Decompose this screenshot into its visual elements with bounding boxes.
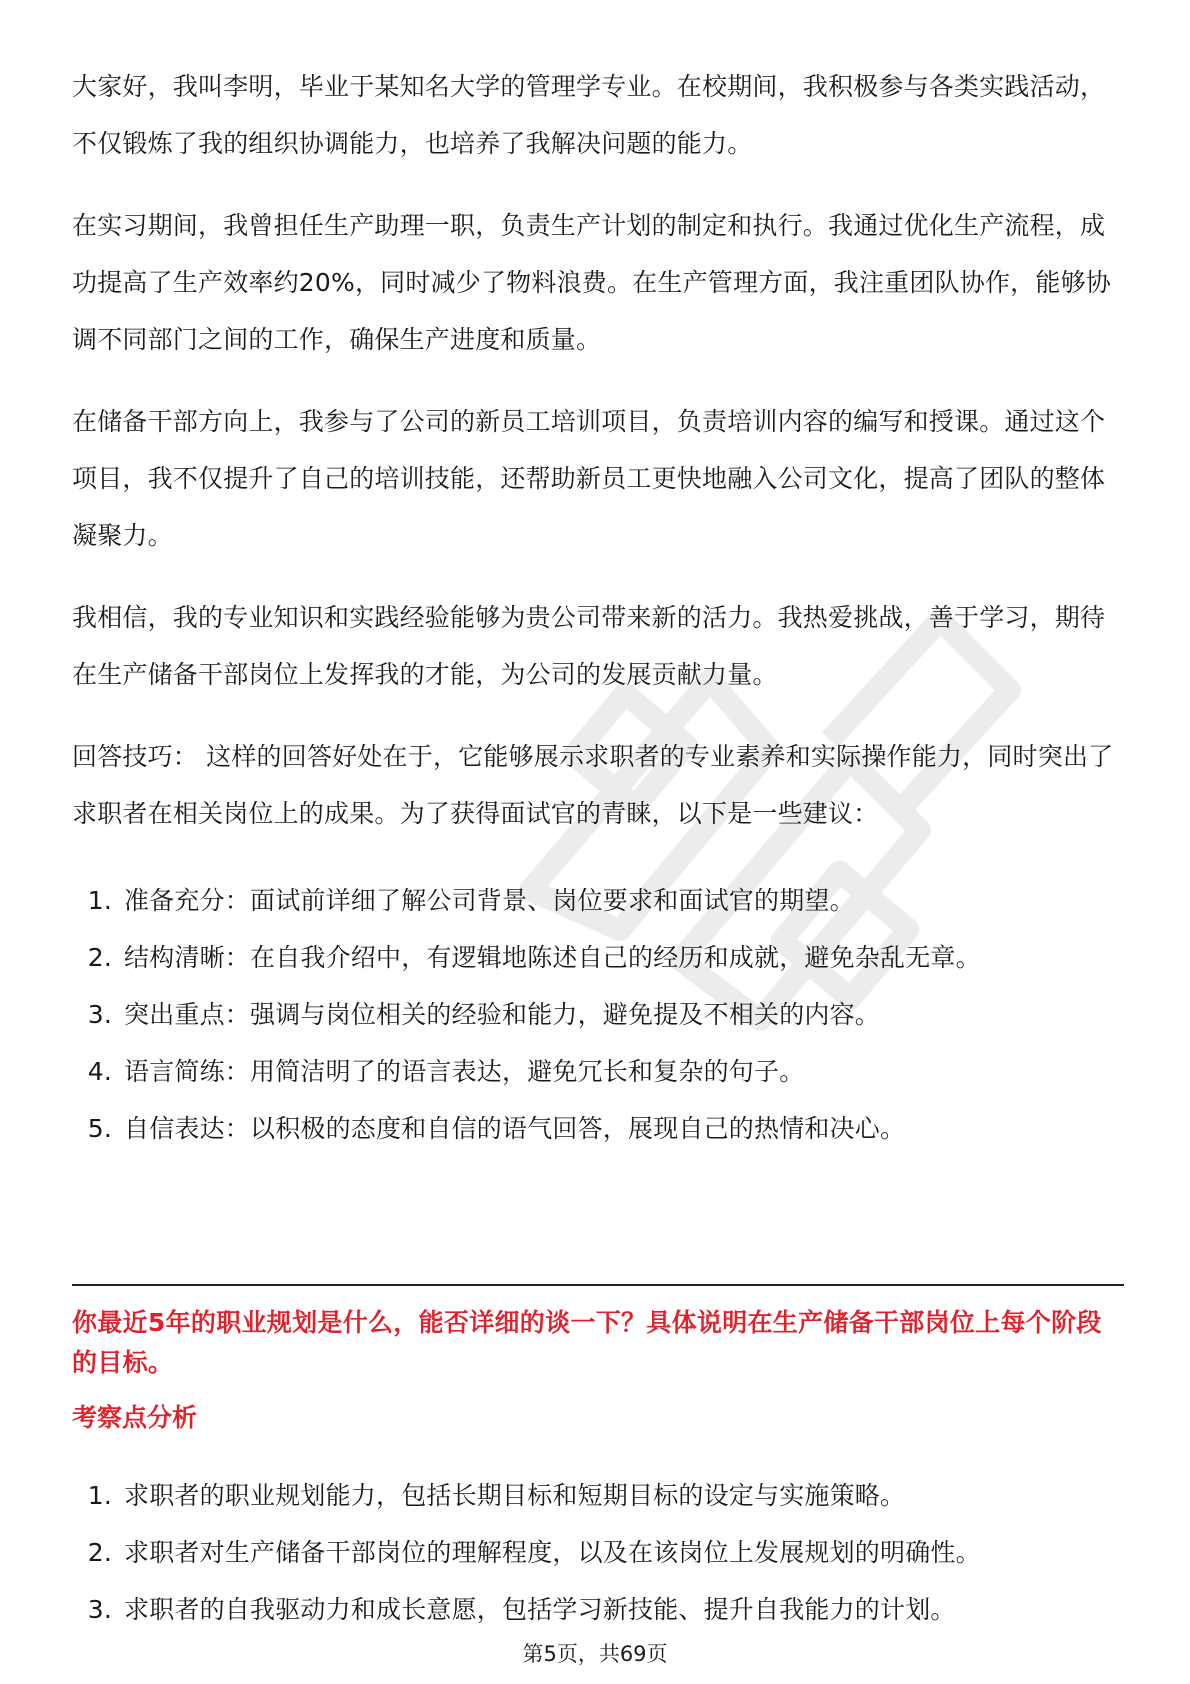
- analysis-list: [72, 1467, 1124, 1638]
- section-title: 考察点分析: [72, 1403, 198, 1432]
- list-text: 自信表达：以积极的态度和自信的语气回答，展现自己的热情和决心。: [124, 1114, 906, 1143]
- list-number: 5.: [87, 1114, 112, 1143]
- paragraph-closing: 我相信，我的专业知识和实践经验能够为贵公司带来新的活力。我热爱挑战，善于学习，期待在生产储备干部岗位上发挥我的才能，为公司的发展贡献力量。: [72, 603, 1106, 689]
- list-number: 1.: [87, 1481, 112, 1510]
- document-body: [72, 58, 1124, 1157]
- list-item: [72, 1581, 1124, 1638]
- list-item: [72, 986, 1124, 1043]
- list-number: 4.: [87, 1057, 112, 1086]
- paragraph-internship: 在实习期间，我曾担任生产助理一职，负责生产计划的制定和执行。我通过优化生产流程，成功提高了生产效率约20%，同时减少了物料浪费。在生产管理方面，我注重团队协作，能够协调不同部门之间的工作，确保生产进度和质量。: [72, 211, 1111, 354]
- interview-question: 你最近5年的职业规划是什么，能否详细的谈一下？具体说明在生产储备干部岗位上每个阶段的目标。: [72, 1308, 1102, 1377]
- paragraph-intro: 大家好，我叫李明，毕业于某知名大学的管理学专业。在校期间，我积极参与各类实践活动，不仅锻炼了我的组织协调能力，也培养了我解决问题的能力。: [72, 72, 1106, 158]
- page-number: 第5页，共69页: [522, 1642, 668, 1666]
- list-item: [72, 1043, 1124, 1100]
- list-text: 准备充分：面试前详细了解公司背景、岗位要求和面试官的期望。: [124, 886, 855, 915]
- list-item: [72, 1524, 1124, 1581]
- tips-list: [72, 872, 1124, 1157]
- list-item: [72, 1467, 1124, 1524]
- list-text: 求职者的自我驱动力和成长意愿，包括学习新技能、提升自我能力的计划。: [124, 1595, 956, 1624]
- paragraph-reserve-cadre: 在储备干部方向上，我参与了公司的新员工培训项目，负责培训内容的编写和授课。通过这个项目，我不仅提升了自己的培训技能，还帮助新员工更快地融入公司文化，提高了团队的整体凝聚力。: [72, 407, 1106, 550]
- paragraph-answer-tips: 回答技巧： 这样的回答好处在于，它能够展示求职者的专业素养和实际操作能力，同时突出了求职者在相关岗位上的成果。为了获得面试官的青睐，以下是一些建议：: [72, 742, 1114, 828]
- list-number: 3.: [87, 1000, 112, 1029]
- list-item: [72, 1100, 1124, 1157]
- list-item: [72, 872, 1124, 929]
- list-number: 3.: [87, 1595, 112, 1624]
- list-text: 语言简练：用简洁明了的语言表达，避免冗长和复杂的句子。: [124, 1057, 805, 1086]
- list-text: 结构清晰：在自我介绍中，有逻辑地陈述自己的经历和成就，避免杂乱无章。: [124, 943, 981, 972]
- list-text: 求职者对生产储备干部岗位的理解程度，以及在该岗位上发展规划的明确性。: [124, 1538, 981, 1567]
- list-text: 突出重点：强调与岗位相关的经验和能力，避免提及不相关的内容。: [124, 1000, 881, 1029]
- section-divider: [72, 1284, 1124, 1286]
- list-number: 1.: [87, 886, 112, 915]
- list-text: 求职者的职业规划能力，包括长期目标和短期目标的设定与实施策略。: [124, 1481, 906, 1510]
- list-item: [72, 929, 1124, 986]
- list-number: 2.: [87, 943, 112, 972]
- list-number: 2.: [87, 1538, 112, 1567]
